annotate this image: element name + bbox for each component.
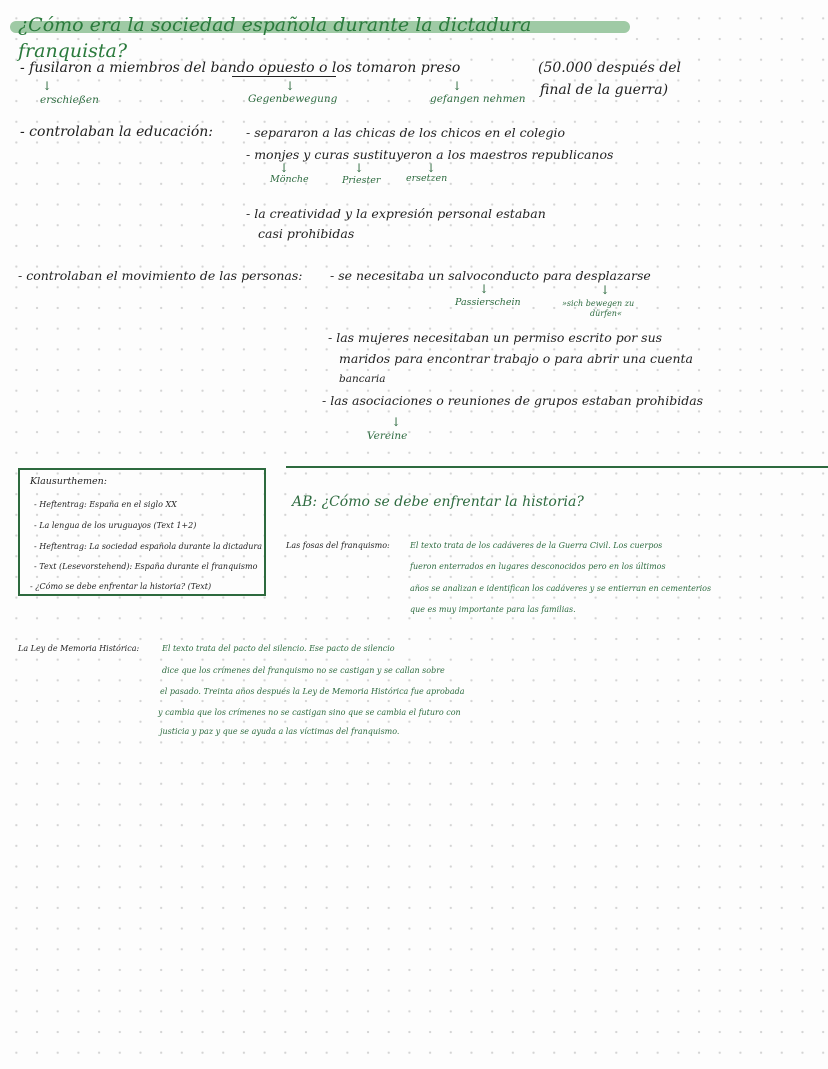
exam-topics-heading: Klausurthemen: xyxy=(30,476,107,487)
sub-mujeres-1: - las mujeres necesitaban un permiso escrito por sus xyxy=(328,330,663,345)
arrow-down-icon: ↓ xyxy=(452,79,463,93)
exam-topic-item: - La lengua de los uruguayos (Text 1+2) xyxy=(34,521,197,530)
note-50000-line1: (50.000 después del xyxy=(538,60,681,76)
gloss-moenche: Mönche xyxy=(270,174,309,185)
ley-line: El texto trata del pacto del silencio. Ese pacto de silencio xyxy=(162,644,395,653)
sub-asociaciones: - las asociaciones o reuniones de grupos estaban prohibidas xyxy=(322,393,704,408)
ab-heading: AB: ¿Cómo se debe enfrentar la historia? xyxy=(292,494,584,510)
exam-topic-item: - Heftentrag: España en el siglo XX xyxy=(34,500,177,509)
sub-creatividad-1: - la creatividad y la expresión personal estaban xyxy=(246,206,546,221)
arrow-down-icon: ↓ xyxy=(479,282,490,296)
bullet-movimiento: - controlaban el movimiento de las personas: xyxy=(18,268,303,283)
gloss-priester: Priester xyxy=(342,175,381,186)
arrow-down-icon: ↓ xyxy=(426,161,437,175)
sub-creatividad-2: casi prohibidas xyxy=(258,226,355,241)
ley-line: dice que los crímenes del franquismo no se castigan y se callan sobre xyxy=(162,666,445,675)
arrow-down-icon: ↓ xyxy=(279,161,290,175)
fosas-line: años se analizan e identifican los cadáveres y se entierran en cementerios xyxy=(410,584,712,593)
ley-line: y cambia que los crímenes no se castigan sino que se cambia el futuro con xyxy=(158,708,461,717)
arrow-down-icon: ↓ xyxy=(42,79,53,93)
gloss-erschiessen: erschießen xyxy=(40,94,99,106)
fosas-line: fueron enterrados en lugares desconocidos pero en los últimos xyxy=(410,562,666,571)
sub-salvoconducto: - se necesitaba un salvoconducto para desplazarse xyxy=(330,268,651,283)
arrow-down-icon: ↓ xyxy=(600,283,611,297)
underline-bando-opuesto xyxy=(232,76,336,77)
page-title: ¿Cómo era la sociedad española durante la dictadura franquista? xyxy=(18,14,532,62)
sub-separaron: - separaron a las chicas de los chicos en el colegio xyxy=(246,125,566,140)
bullet-fusilaron: - fusilaron a miembros del bando opuesto o los tomaron preso xyxy=(20,60,461,76)
exam-topic-item: - Heftentrag: La sociedad española durante la dictadura xyxy=(34,542,263,551)
exam-topic-item: - Text (Lesevorstehend): España durante el franquismo xyxy=(34,562,258,571)
bullet-educacion: - controlaban la educación: xyxy=(20,124,214,140)
gloss-gefangen-nehmen: gefangen nehmen xyxy=(430,93,526,105)
gloss-sich-bewegen-1: »sich bewegen zu xyxy=(562,299,635,308)
gloss-vereine: Vereine xyxy=(367,430,408,442)
section-divider xyxy=(286,466,828,468)
ley-line: justicia y paz y que se ayuda a las víctimas del franquismo. xyxy=(160,727,400,736)
gloss-passierschein: Passierschein xyxy=(455,297,521,308)
gloss-ersetzen: ersetzen xyxy=(406,173,448,184)
gloss-gegenbewegung: Gegenbewegung xyxy=(248,93,338,105)
fosas-line: que es muy importante para las familias. xyxy=(410,605,576,614)
ley-label: La Ley de Memoria Histórica: xyxy=(18,644,140,653)
fosas-line: El texto trata de los cadáveres de la Guerra Civil. Los cuerpos xyxy=(410,541,663,550)
fosas-label: Las fosas del franquismo: xyxy=(286,541,390,550)
sub-mujeres-3: bancaria xyxy=(339,373,386,385)
arrow-down-icon: ↓ xyxy=(391,415,402,429)
exam-topic-item: - ¿Cómo se debe enfrentar la historia? (Text) xyxy=(30,582,212,591)
sub-mujeres-2: maridos para encontrar trabajo o para abrir una cuenta xyxy=(339,351,693,366)
arrow-down-icon: ↓ xyxy=(354,161,365,175)
arrow-down-icon: ↓ xyxy=(285,79,296,93)
sub-monjes: - monjes y curas sustituyeron a los maestros republicanos xyxy=(246,147,614,162)
note-50000-line2: final de la guerra) xyxy=(540,82,669,98)
gloss-sich-bewegen-2: dürfen« xyxy=(590,309,622,318)
exam-topics-box xyxy=(18,468,266,596)
ley-line: el pasado. Treinta años después la Ley de Memoria Histórica fue aprobada xyxy=(160,687,465,696)
